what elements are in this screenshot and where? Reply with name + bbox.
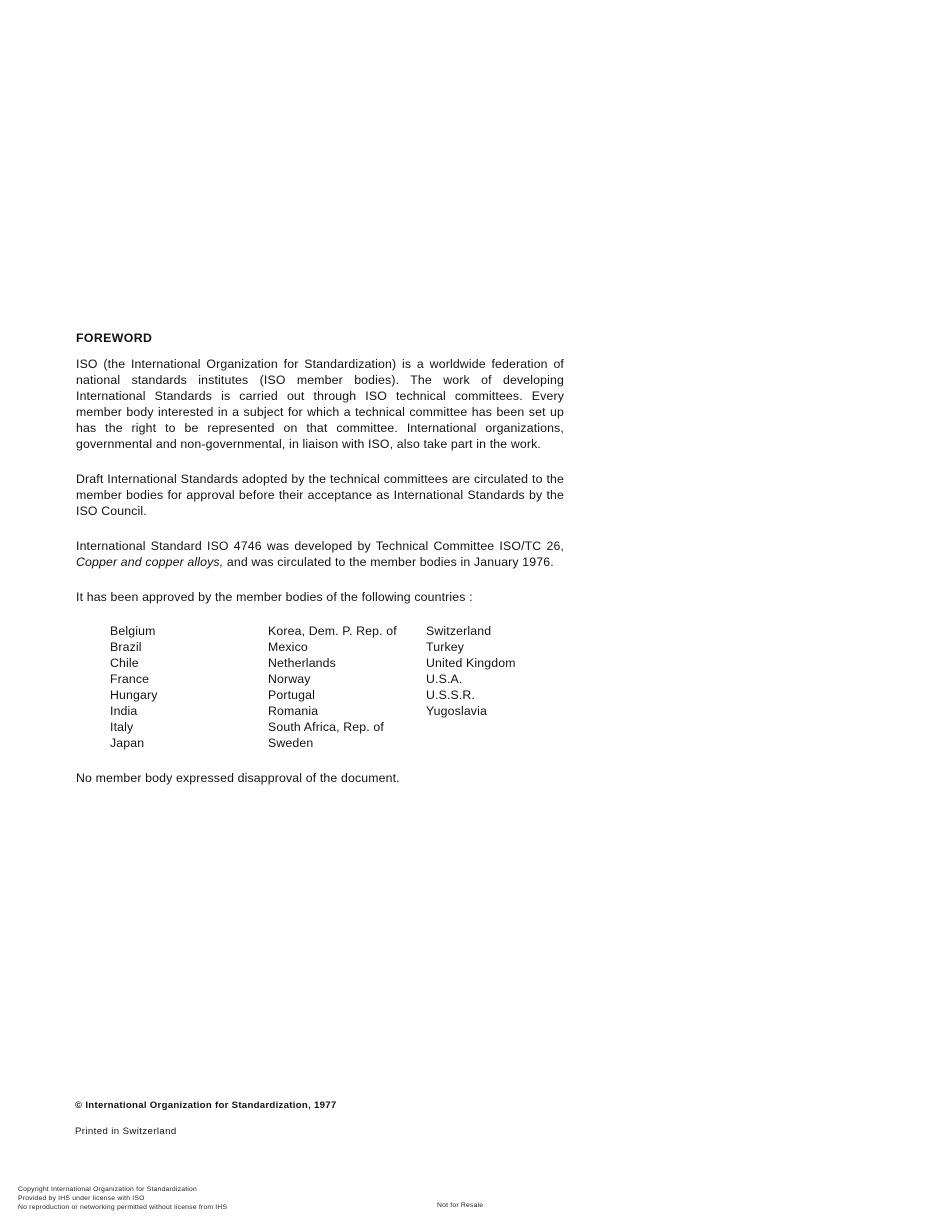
foreword-section — [76, 330, 564, 805]
country-column-1 — [110, 623, 268, 751]
foreword-paragraph-1: ISO (the International Organization for Standardization) is a worldwide federation of national standards institutes (ISO member bodies). The work of developing International Standards is carried out through ISO technical committees. Every member body interested in a subject for which a technical committee has been set up has the right to be represented on that committee. International organizations, governmental and non-governmental, in liaison with ISO, also take part in the work. — [76, 357, 564, 451]
country-item: Korea, Dem. P. Rep. of — [268, 624, 397, 638]
paragraph-3-text-start: International Standard ISO 4746 was developed by Technical Committee ISO/TC 26, — [76, 539, 564, 553]
country-item: India — [110, 704, 138, 718]
approval-statement: It has been approved by the member bodies of the following countries : — [76, 590, 473, 604]
country-item: Netherlands — [268, 656, 336, 670]
country-item: Romania — [268, 704, 319, 718]
country-item: Japan — [110, 736, 145, 750]
country-item: Norway — [268, 672, 311, 686]
country-item: Chile — [110, 656, 139, 670]
not-for-resale: Not for Resale — [437, 1202, 484, 1209]
country-item: Belgium — [110, 624, 156, 638]
country-item: Brazil — [110, 640, 142, 654]
country-item: U.S.A. — [426, 672, 463, 686]
country-item: Portugal — [268, 688, 316, 702]
license-footer — [18, 1185, 227, 1212]
country-item: United Kingdom — [426, 656, 516, 670]
country-column-3 — [426, 623, 566, 751]
country-column-2 — [268, 623, 426, 751]
foreword-paragraph-2: Draft International Standards adopted by the technical committees are circulated to the member bodies for approval before their acceptance as International Standards by the ISO Council. — [76, 472, 564, 518]
printed-in: Printed in Switzerland — [75, 1126, 177, 1137]
country-item: Hungary — [110, 688, 158, 702]
foreword-paragraph-3 — [76, 538, 564, 570]
country-item: South Africa, Rep. of — [268, 720, 384, 734]
country-item: France — [110, 672, 150, 686]
country-list — [76, 623, 564, 751]
country-item: Switzerland — [426, 624, 492, 638]
footer-line-2: Provided by IHS under license with ISO — [18, 1195, 145, 1202]
foreword-heading: FOREWORD — [76, 331, 153, 345]
country-item: Mexico — [268, 640, 308, 654]
country-item: Turkey — [426, 640, 465, 654]
disapproval-statement: No member body expressed disapproval of the document. — [76, 771, 400, 785]
country-item: Italy — [110, 720, 134, 734]
committee-title: Copper and copper alloys, — [76, 555, 224, 569]
footer-line-3: No reproduction or networking permitted without license from IHS — [18, 1204, 228, 1211]
paragraph-3-text-end: and was circulated to the member bodies in January 1976. — [223, 555, 554, 569]
country-item: U.S.S.R. — [426, 688, 476, 702]
copyright-notice: © International Organization for Standardization, 1977 — [75, 1100, 337, 1111]
country-item: Yugoslavia — [426, 704, 487, 718]
footer-line-1: Copyright International Organization for Standardization — [18, 1186, 197, 1193]
country-item: Sweden — [268, 736, 314, 750]
